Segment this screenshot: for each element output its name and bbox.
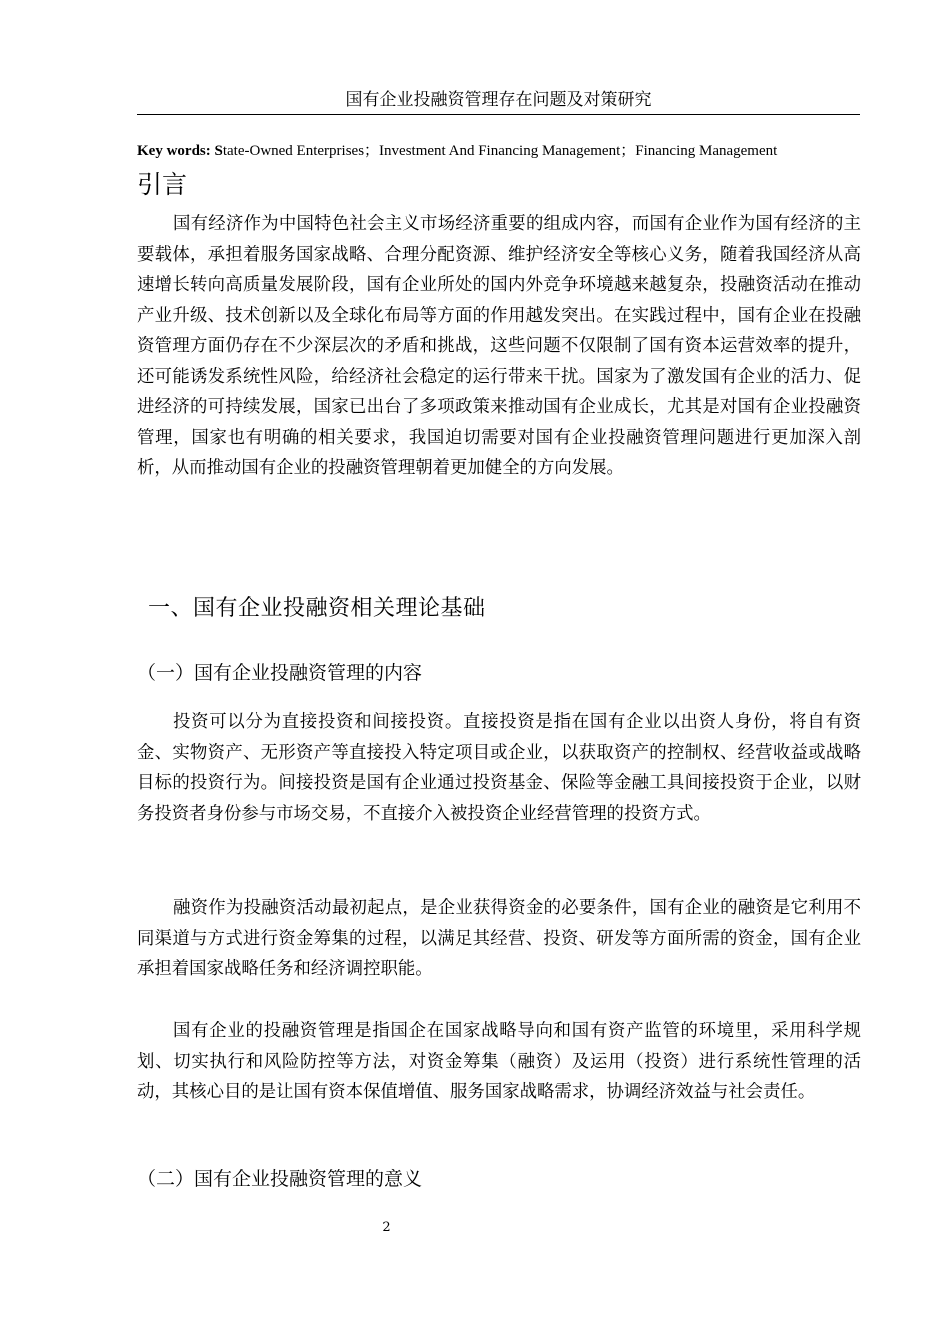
intro-paragraph: 国有经济作为中国特色社会主义市场经济重要的组成内容，而国有企业作为国有经济的主要载体，承担着服务国家战略、合理分配资源、维护经济安全等核心义务，随着我国经济从高速增长转向高质量发展阶段，国有企业所处的国内外竞争环境越来越复杂，投融资活动在推动产业升级、技术创新以及全球化布局等方面的作用越发突出。在实践过程中，国有企业在投融资管理方面仍存在不少深层次的矛盾和挑战，这些问题不仅限制了国有资本运营效率的提升，还可能诱发系统性风险，给经济社会稳定的运行带来干扰。国家为了激发国有企业的活力、促进经济的可持续发展，国家已出台了多项政策来推动国有企业成长，尤其是对国有企业投融资管理，国家也有明确的相关要求，我国迫切需要对国有企业投融资管理问题进行更加深入剖析，从而推动国有企业的投融资管理朝着更加健全的方向发展。 xyxy=(137,214,861,478)
body-paragraph: 投资可以分为直接投资和间接投资。直接投资是指在国有企业以出资人身份，将自有资金、实物资产、无形资产等直接投入特定项目或企业，以获取资产的控制权、经营收益或战略目标的投资行为。间接投资是国有企业通过投资基金、保险等金融工具间接投资于企业，以财务投资者身份参与市场交易，不直接介入被投资企业经营管理的投资方式。 xyxy=(137,712,861,824)
header-rule xyxy=(137,114,860,115)
intro-heading: 引言 xyxy=(137,170,188,199)
subsection-heading: （二）国有企业投融资管理的意义 xyxy=(137,1168,423,1190)
keywords-first-letter: S xyxy=(214,143,223,159)
body-paragraph: 国有企业的投融资管理是指国企在国家战略导向和国有资产监管的环境里，采用科学规划、切实执行和风险防控等方法，对资金筹集（融资）及运用（投资）进行系统性管理的活动，其核心目的是让国有资本保值增值、服务国家战略需求，协调经济效益与社会责任。 xyxy=(137,1021,861,1102)
page-number: 2 xyxy=(382,1220,391,1235)
keywords-label: Key words: xyxy=(137,143,211,159)
body-paragraph: 融资作为投融资活动最初起点，是企业获得资金的必要条件，国有企业的融资是它利用不同渠道与方式进行资金筹集的过程，以满足其经营、投资、研发等方面所需的资金，国有企业承担着国家战略任务和经济调控职能。 xyxy=(137,898,861,979)
section-heading: 一、国有企业投融资相关理论基础 xyxy=(148,596,486,621)
running-header-title: 国有企业投融资管理存在问题及对策研究 xyxy=(345,90,652,110)
keywords-line xyxy=(137,141,860,161)
subsection-heading: （一）国有企业投融资管理的内容 xyxy=(137,662,423,684)
keywords-text: tate-Owned Enterprises；Investment And Financing Management；Financing Management xyxy=(222,143,778,159)
